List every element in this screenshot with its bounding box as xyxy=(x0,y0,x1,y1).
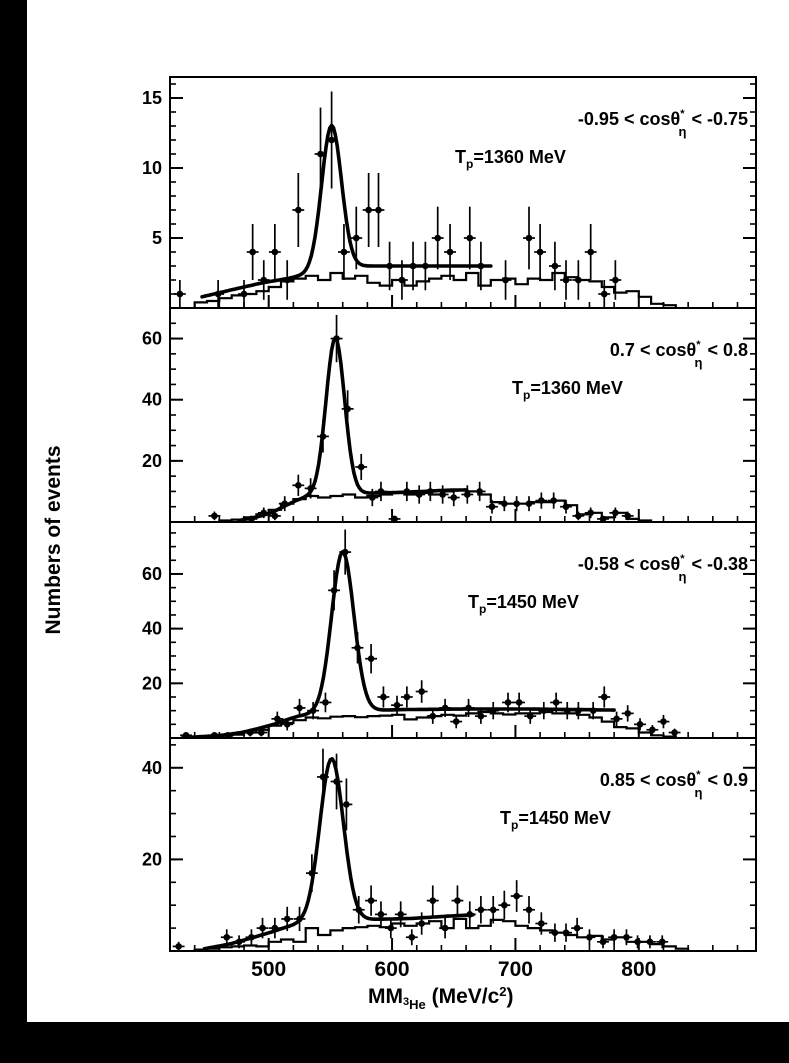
data-point xyxy=(538,920,545,927)
panel-label-sup: * xyxy=(680,108,685,120)
data-point xyxy=(601,291,608,298)
data-point xyxy=(660,718,667,725)
data-point xyxy=(331,587,338,594)
x-axis-title-mid: (MeV/c xyxy=(425,985,500,1008)
panel-label-sub: η xyxy=(694,355,703,370)
beam-energy-T: T xyxy=(455,147,466,167)
data-point xyxy=(575,513,582,520)
panel-label xyxy=(578,553,748,584)
data-point xyxy=(355,906,362,913)
data-point xyxy=(613,716,620,723)
data-point xyxy=(369,494,376,501)
data-point xyxy=(466,235,473,242)
x-tick-labels xyxy=(251,958,656,981)
y-tick-label: 15 xyxy=(141,88,162,108)
x-axis-title xyxy=(368,984,514,1012)
data-point xyxy=(281,500,288,507)
data-point xyxy=(434,235,441,242)
data-point xyxy=(322,699,329,706)
data-point xyxy=(590,707,597,714)
data-point xyxy=(410,263,417,270)
panel-label xyxy=(578,108,748,139)
data-point xyxy=(612,277,619,284)
data-points xyxy=(173,749,668,951)
beam-energy-T: T xyxy=(500,808,511,828)
x-tick-label: 700 xyxy=(497,958,533,981)
y-tick-label: 20 xyxy=(141,450,162,471)
fit-curve xyxy=(192,552,614,737)
data-point xyxy=(502,277,509,284)
data-point xyxy=(454,897,461,904)
panel-label-pre: 0.7 < cosθ xyxy=(609,340,697,360)
beam-energy-value: =1450 MeV xyxy=(486,592,579,612)
panel-4 xyxy=(142,738,756,951)
data-point xyxy=(248,934,255,941)
data-point xyxy=(368,897,375,904)
data-point xyxy=(476,488,483,495)
data-point xyxy=(284,721,291,728)
data-point xyxy=(317,151,324,158)
beam-energy-value: =1360 MeV xyxy=(530,378,623,398)
data-point xyxy=(215,291,222,298)
data-point xyxy=(249,249,256,256)
data-point xyxy=(418,920,425,927)
data-point xyxy=(409,934,416,941)
data-point xyxy=(416,491,423,498)
data-point xyxy=(307,485,314,492)
beam-energy-sub: p xyxy=(523,388,531,402)
data-point xyxy=(538,497,545,504)
beam-energy-value: =1450 MeV xyxy=(518,808,611,828)
panel-label-post: < -0.75 xyxy=(686,109,748,129)
data-point xyxy=(513,500,520,507)
data-point xyxy=(564,707,571,714)
data-point xyxy=(404,694,411,701)
panel-label-sup: * xyxy=(680,553,685,565)
panels-group xyxy=(142,77,756,951)
data-point xyxy=(624,710,631,717)
x-axis-title-close: ) xyxy=(506,985,514,1008)
beam-energy-label xyxy=(455,147,566,171)
data-point xyxy=(505,699,512,706)
data-point xyxy=(587,510,594,517)
data-point xyxy=(490,707,497,714)
y-tick-label: 40 xyxy=(141,757,162,778)
bottom-black-bar xyxy=(0,1022,789,1063)
beam-energy-label xyxy=(500,808,611,832)
data-point xyxy=(284,916,291,923)
data-point xyxy=(320,433,327,440)
data-point xyxy=(223,934,230,941)
data-point xyxy=(378,488,385,495)
x-axis-title-mm: MM xyxy=(368,985,403,1008)
beam-energy-label xyxy=(512,378,623,402)
data-point xyxy=(344,406,351,413)
data-point xyxy=(241,291,248,298)
data-point xyxy=(429,713,436,720)
data-point xyxy=(478,906,485,913)
data-point xyxy=(175,943,182,950)
data-point xyxy=(296,916,303,923)
x-axis-title-sup2: 2 xyxy=(499,984,507,999)
panel-label-sup: * xyxy=(696,769,701,781)
data-point xyxy=(442,925,449,932)
x-axis-title-subHe: He xyxy=(409,997,426,1012)
data-point xyxy=(587,249,594,256)
data-point xyxy=(429,897,436,904)
panel-label xyxy=(600,769,748,800)
data-point xyxy=(612,510,619,517)
data-point xyxy=(439,491,446,498)
y-tick-label: 40 xyxy=(141,389,162,410)
data-point xyxy=(637,721,644,728)
data-point xyxy=(394,702,401,709)
data-point xyxy=(296,705,303,712)
data-point xyxy=(649,726,656,733)
beam-energy-T: T xyxy=(512,378,523,398)
data-point xyxy=(634,939,641,946)
data-point xyxy=(274,716,281,723)
x-tick-label: 500 xyxy=(251,958,287,981)
data-point xyxy=(341,249,348,256)
data-point xyxy=(647,939,654,946)
data-point xyxy=(526,235,533,242)
panel-1 xyxy=(142,77,756,308)
beam-energy-sub: p xyxy=(479,602,487,616)
data-point xyxy=(272,513,279,520)
data-point xyxy=(247,729,254,736)
data-point xyxy=(516,699,523,706)
panel-data-area xyxy=(208,315,651,522)
data-point xyxy=(388,925,395,932)
data-point xyxy=(537,249,544,256)
data-point xyxy=(272,925,279,932)
data-point xyxy=(501,902,508,909)
data-point xyxy=(450,494,457,501)
fit-curve xyxy=(202,125,491,296)
data-point xyxy=(309,870,316,877)
data-point xyxy=(600,939,607,946)
panel-label-sub: η xyxy=(678,124,687,139)
data-point xyxy=(418,688,425,695)
data-point xyxy=(601,694,608,701)
data-point xyxy=(563,503,570,510)
data-point xyxy=(553,699,560,706)
panel-2 xyxy=(142,308,756,522)
data-point xyxy=(272,249,279,256)
y-tick-label: 40 xyxy=(141,618,162,639)
data-point xyxy=(442,705,449,712)
panel-label-pre: -0.58 < cosθ xyxy=(577,554,681,574)
panel-label-pre: -0.95 < cosθ xyxy=(577,109,681,129)
data-point xyxy=(260,277,267,284)
data-point xyxy=(368,655,375,662)
y-tick-label: 10 xyxy=(141,158,162,178)
data-point xyxy=(552,263,559,270)
panel-label-pre: 0.85 < cosθ xyxy=(599,770,697,790)
data-point xyxy=(550,497,557,504)
panel-label-sub: η xyxy=(694,785,703,800)
panel-label xyxy=(610,339,748,370)
data-point xyxy=(375,207,382,214)
x-tick-label: 600 xyxy=(374,958,410,981)
x-axis-title-sub3: 3 xyxy=(403,996,410,1008)
data-point xyxy=(404,488,411,495)
data-point xyxy=(465,705,472,712)
data-point xyxy=(552,929,559,936)
data-point xyxy=(671,729,678,736)
data-point xyxy=(353,235,360,242)
y-tick-label: 5 xyxy=(151,228,162,248)
data-point xyxy=(260,510,267,517)
data-point xyxy=(466,911,473,918)
data-point xyxy=(259,925,266,932)
y-tick-label: 60 xyxy=(141,328,162,349)
y-axis-title: Numbers of events xyxy=(42,445,65,635)
data-point xyxy=(526,906,533,913)
data-point xyxy=(333,335,340,342)
data-point xyxy=(611,934,618,941)
panel-label-sub: η xyxy=(678,569,687,584)
data-point xyxy=(295,482,302,489)
data-point xyxy=(422,263,429,270)
data-point xyxy=(354,644,361,651)
data-point xyxy=(464,491,471,498)
data-point xyxy=(342,549,349,556)
data-point xyxy=(258,729,265,736)
data-point xyxy=(489,503,496,510)
data-point xyxy=(343,801,350,808)
data-point xyxy=(365,207,372,214)
data-point xyxy=(386,263,393,270)
data-point xyxy=(378,911,385,918)
data-point xyxy=(659,939,666,946)
panel-label-post: < -0.38 xyxy=(686,554,748,574)
panel-label-sup: * xyxy=(696,339,701,351)
data-point xyxy=(358,464,365,471)
data-point xyxy=(427,488,434,495)
y-tick-label: 60 xyxy=(141,563,162,584)
data-point xyxy=(399,277,406,284)
data-point xyxy=(453,718,460,725)
y-tick-label: 20 xyxy=(141,849,162,870)
data-point xyxy=(284,277,291,284)
data-point xyxy=(490,906,497,913)
data-point xyxy=(447,249,454,256)
beam-energy-label xyxy=(468,592,579,616)
data-point xyxy=(575,277,582,284)
data-point xyxy=(236,939,243,946)
beam-energy-T: T xyxy=(468,592,479,612)
data-point xyxy=(211,513,218,520)
data-points xyxy=(174,92,621,308)
data-point xyxy=(320,774,327,781)
data-point xyxy=(526,500,533,507)
y-tick-label: 20 xyxy=(141,673,162,694)
data-point xyxy=(501,500,508,507)
data-point xyxy=(177,291,184,298)
data-point xyxy=(310,707,317,714)
panel-label-post: < 0.8 xyxy=(702,340,748,360)
data-point xyxy=(527,713,534,720)
data-point xyxy=(541,707,548,714)
data-point xyxy=(295,207,302,214)
data-point xyxy=(333,778,340,785)
beam-energy-sub: p xyxy=(466,157,474,171)
data-point xyxy=(478,713,485,720)
data-point xyxy=(623,934,630,941)
data-point xyxy=(513,893,520,900)
data-point xyxy=(478,263,485,270)
data-point xyxy=(624,513,631,520)
data-point xyxy=(563,277,570,284)
data-point xyxy=(328,137,335,144)
beam-energy-value: =1360 MeV xyxy=(473,147,566,167)
data-point xyxy=(563,929,570,936)
data-point xyxy=(574,925,581,932)
panel-label-post: < 0.9 xyxy=(702,770,748,790)
beam-energy-sub: p xyxy=(511,818,519,832)
panel-3 xyxy=(142,522,756,739)
data-point xyxy=(397,911,404,918)
data-point xyxy=(586,934,593,941)
data-point xyxy=(380,694,387,701)
data-point xyxy=(575,707,582,714)
x-tick-label: 800 xyxy=(621,958,657,981)
